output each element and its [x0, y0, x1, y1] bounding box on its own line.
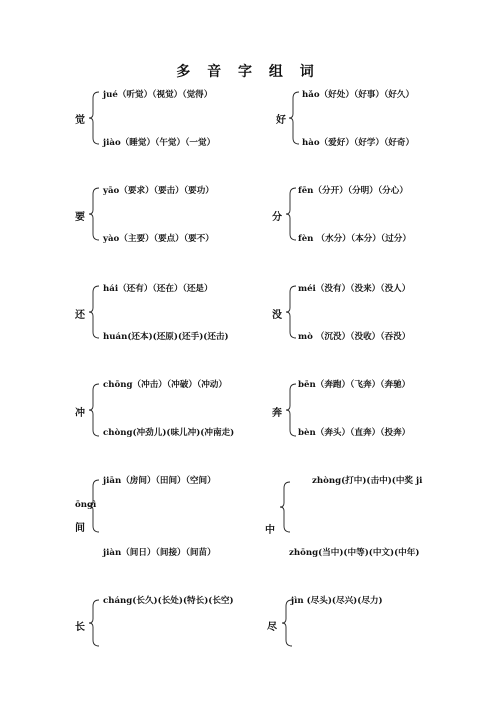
brace-icon [289, 90, 301, 146]
entry-top-line: jué（听觉）（视觉）（觉得） [103, 90, 213, 100]
entry-char: 尽 [267, 622, 277, 633]
entry-top-line: fēn（分开）（分明）（分心） [298, 186, 408, 196]
entry-bottom-line: jiàn（间日）（间接）（间苗） [103, 548, 216, 558]
entry-top-line: hái（还有）（还在）（还是） [103, 284, 213, 294]
stray-pinyin: ōngì [75, 500, 97, 510]
page-title: 多 音 字 组 词 [176, 64, 320, 80]
entry-char: 要 [75, 212, 85, 223]
entry-top-line: hǎo（好处）（好事）（好久） [302, 90, 415, 100]
entry-top-line: cháng(长久)(长处)(特长)(长空) [103, 596, 234, 606]
entry-bottom-line: yào（主要）（要点）（要不） [103, 234, 214, 244]
brace-icon [89, 186, 101, 242]
entry-top-line: chōng（冲击）（冲破）（冲动） [103, 380, 227, 390]
entry-top-line: zhòng(打中)(击中)(中奖 ji [312, 476, 423, 486]
entry-char: 中 [265, 525, 275, 536]
entry-bottom-line: hào（爱好）（好学）（好奇） [302, 138, 415, 148]
brace-icon [286, 284, 298, 340]
entry-top-line: jìn (尽头)(尽兴)(尽力) [291, 596, 383, 606]
entry-top-line: yāo（要求）（要击）（要功） [103, 186, 214, 196]
brace-icon [89, 382, 101, 438]
entry-top-line: méi（没有）（没来）（没人） [298, 284, 411, 294]
entry-top-line: bēn（奔跑）（飞奔）（奔驰） [298, 380, 411, 390]
entry-bottom-line: jiào（睡觉）（午觉）（一觉） [103, 138, 216, 148]
entry-char: 好 [276, 115, 286, 126]
brace-icon [89, 598, 101, 648]
brace-icon [280, 480, 292, 534]
entry-char: 冲 [75, 408, 85, 419]
brace-icon [286, 382, 298, 438]
entry-bottom-line: zhōng(当中)(中等)(中文)(中年) [289, 548, 420, 558]
brace-icon [89, 90, 101, 146]
entry-char: 长 [75, 622, 85, 633]
entry-bottom-line: bèn（奔头）（直奔）（投奔） [298, 428, 411, 438]
brace-icon [286, 186, 298, 242]
entry-bottom-line: huán(还本)(还原)(还手)(还击) [103, 332, 229, 342]
entry-char: 觉 [75, 115, 85, 126]
entry-bottom-line: fèn （水分）（本分）（过分） [298, 234, 411, 244]
entry-char: 还 [75, 310, 85, 321]
entry-bottom-line: chòng(冲劲儿)(味儿冲)(冲南走) [103, 428, 235, 438]
brace-icon [89, 284, 101, 340]
entry-bottom-line: mò （沉没）（没收）（吞没） [298, 332, 411, 342]
entry-top-line: jiān（房间）（田间）（空间） [103, 476, 216, 486]
brace-icon [89, 478, 101, 534]
entry-char: 分 [272, 212, 282, 223]
entry-char: 没 [272, 310, 282, 321]
entry-char: 间 [75, 523, 85, 534]
entry-char: 奔 [272, 408, 282, 419]
